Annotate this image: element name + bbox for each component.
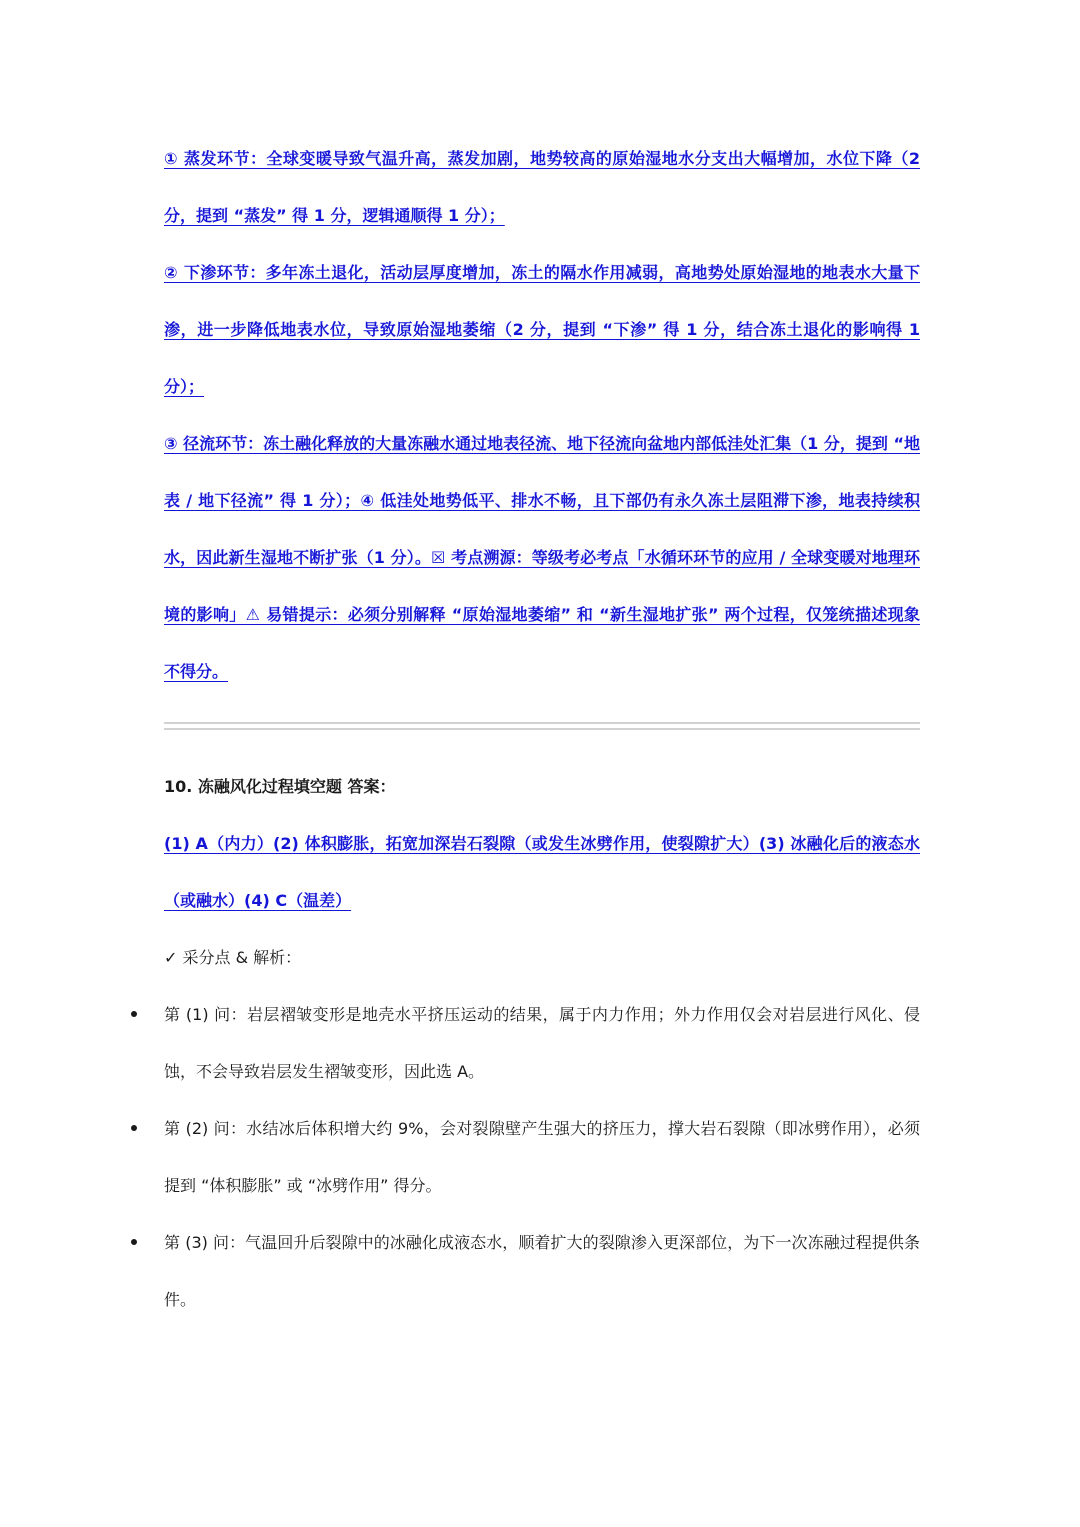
analysis-label: ✓ 采分点 & 解析： <box>164 948 302 967</box>
answer-9-evaporation-text: ① 蒸发环节：全球变暖导致气温升高，蒸发加剧，地势较高的原始湿地水分支出大幅增加，水位下降（2 分，提到 “蒸发” 得 1 分，逻辑通顺得 1 分）； <box>164 149 920 225</box>
divider-line-bottom <box>164 728 920 730</box>
analysis-item-3-text: 第 (3) 问：气温回升后裂隙中的冰融化成液态水，顺着扩大的裂隙渗入更深部位，为下一次冻融过程提供条件。 <box>164 1233 920 1309</box>
list-item <box>164 1214 920 1328</box>
answer-9-infiltration-text: ② 下渗环节：多年冻土退化，活动层厚度增加，冻土的隔水作用减弱，高地势处原始湿地的地表水大量下渗，进一步降低地表水位，导致原始湿地萎缩（2 分，提到 “下渗” 得 1 分，结合冻土退化的影响得 1 分）； <box>164 263 920 396</box>
analysis-list <box>164 986 920 1328</box>
analysis-item-2-text: 第 (2) 问：水结冰后体积增大约 9%，会对裂隙壁产生强大的挤压力，撑大岩石裂隙（即冰劈作用），必须提到 “体积膨胀” 或 “冰劈作用” 得分。 <box>164 1119 920 1195</box>
question-10-title: 10. 冻融风化过程填空题 答案： <box>164 777 396 796</box>
analysis-item-1-text: 第 (1) 问：岩层褶皱变形是地壳水平挤压运动的结果，属于内力作用；外力作用仅会对岩层进行风化、侵蚀，不会导致岩层发生褶皱变形，因此选 A。 <box>164 1005 920 1081</box>
answer-9-paragraph-1 <box>164 130 920 244</box>
answer-9-paragraph-3 <box>164 415 920 700</box>
divider-line-top <box>164 722 920 724</box>
bullet-icon <box>131 1239 137 1245</box>
section-divider <box>164 722 920 732</box>
list-item <box>164 986 920 1100</box>
list-item <box>164 1100 920 1214</box>
document-page <box>164 130 920 1328</box>
bullet-icon <box>131 1011 137 1017</box>
answer-9-runoff-text: ③ 径流环节：冻土融化释放的大量冻融水通过地表径流、地下径流向盆地内部低洼处汇集（1 分，提到 “地表 / 地下径流” 得 1 分）；④ 低洼处地势低平、排水不畅，且下部仍有永久冻土层阻滞下渗，地表持续积水，因此新生湿地不断扩张（1 分）。☒ 考点溯源：等级考必考点「水循环环节的应用 / 全球变暖对地理环境的影响」⚠ 易错提示：必须分别解释 “原始湿地萎缩” 和 “新生湿地扩张” 两个过程，仅笼统描述现象不得分。 <box>164 434 920 681</box>
question-10-answer-paragraph <box>164 815 920 929</box>
answer-9-paragraph-2 <box>164 244 920 415</box>
question-10-answer-text: (1) A（内力）(2) 体积膨胀，拓宽加深岩石裂隙（或发生冰劈作用，使裂隙扩大）(3) 冰融化后的液态水（或融水）(4) C（温差） <box>164 834 920 910</box>
bullet-icon <box>131 1125 137 1131</box>
